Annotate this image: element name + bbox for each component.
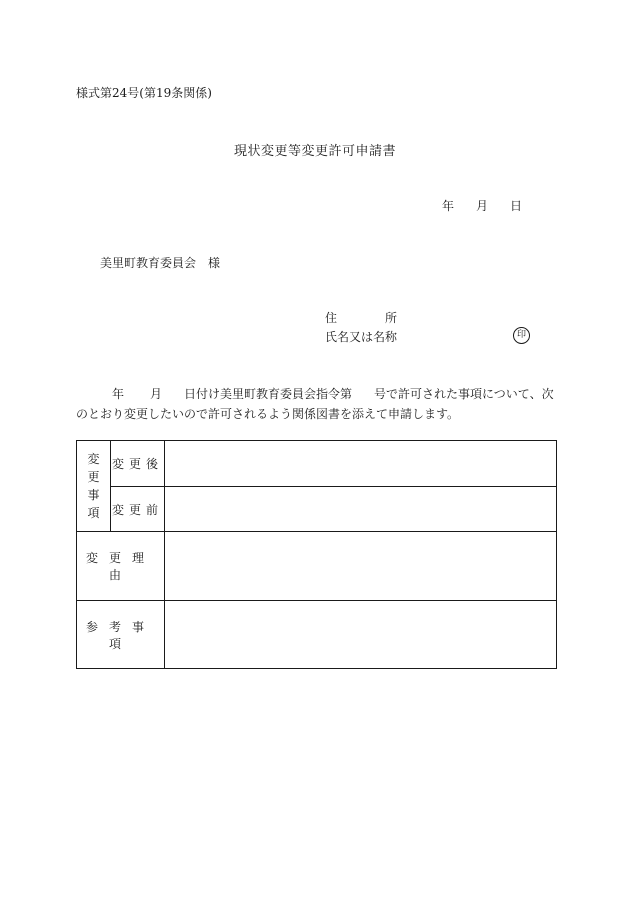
address-label <box>325 309 397 326</box>
date-day-label: 日 <box>510 199 523 213</box>
change-items-char: 事 <box>87 488 100 502</box>
change-items-char: 項 <box>87 506 100 520</box>
addressee: 美里町教育委員会 様 <box>100 256 221 270</box>
application-statement <box>76 385 558 424</box>
address-label-2: 所 <box>385 311 398 325</box>
before-change-label: 変更前 <box>111 487 165 532</box>
after-change-label: 変更後 <box>111 441 165 487</box>
reference-items-label: 参考事項 <box>77 601 165 669</box>
change-reason-field[interactable] <box>165 532 557 601</box>
name-label: 氏名又は名称 <box>325 330 398 344</box>
change-details-table <box>76 440 557 669</box>
statement-year: 年 <box>112 387 125 401</box>
date-month-label: 月 <box>476 199 489 213</box>
date-year-label: 年 <box>442 199 455 213</box>
change-reason-label: 変更理由 <box>77 532 165 601</box>
seal-icon: 印 <box>513 327 530 344</box>
change-items-char: 更 <box>87 470 100 484</box>
before-change-field[interactable] <box>165 487 557 532</box>
statement-part2: 号で許可された事項について、次のとおり変更したいので許可されるよう関係図書を添えて申請します。 <box>76 387 554 421</box>
reference-items-field[interactable] <box>165 601 557 669</box>
form-number: 様式第24号(第19条関係) <box>76 86 212 100</box>
change-items-char: 変 <box>87 452 100 466</box>
statement-part1: 日付け美里町教育委員会指令第 <box>184 387 353 401</box>
change-items-header <box>77 441 111 532</box>
statement-month: 月 <box>150 387 163 401</box>
date-line <box>442 197 522 214</box>
address-label-1: 住 <box>325 311 338 325</box>
after-change-field[interactable] <box>165 441 557 487</box>
document-title: 現状変更等変更許可申請書 <box>233 144 396 159</box>
